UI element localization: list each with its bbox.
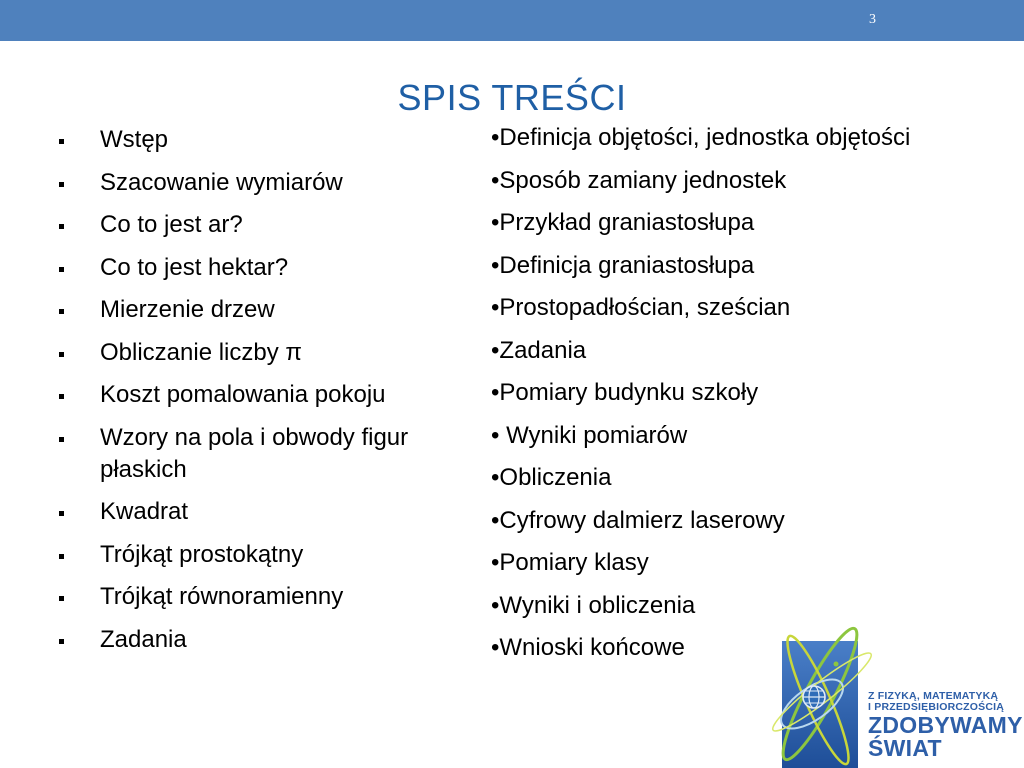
list-item-label: Mierzenie drzew <box>100 296 275 323</box>
list-item: •Obliczenia <box>491 464 612 491</box>
list-item-label: Koszt pomalowania pokoju <box>100 381 386 408</box>
slide-number: 3 <box>869 12 876 27</box>
header-bar <box>0 0 1024 41</box>
list-item-label: Co to jest ar? <box>100 211 243 238</box>
list-item <box>56 294 476 326</box>
list-item: •Pomiary budynku szkoły <box>491 379 759 406</box>
bullet-icon <box>59 267 64 272</box>
list-item: •Pomiary klasy <box>491 549 649 576</box>
bullet-icon <box>59 139 64 144</box>
bullet-icon <box>59 554 64 559</box>
list-item: • Wyniki pomiarów <box>491 421 688 449</box>
list-item: •Przykład graniastosłupa <box>491 209 755 236</box>
list-item: •Wyniki i obliczenia <box>491 591 696 619</box>
slide-title: SPIS TREŚCI <box>397 77 627 118</box>
list-item: •Cyfrowy dalmierz laserowy <box>491 506 785 534</box>
list-item-label: Kwadrat <box>100 498 189 525</box>
list-item: •Zadania <box>491 336 587 364</box>
list-item-label: Wstęp <box>100 126 169 153</box>
bullet-icon <box>59 437 64 442</box>
list-item <box>56 422 476 486</box>
bullet-icon <box>59 309 64 314</box>
list-item: •Definicja graniastosłupa <box>491 251 755 279</box>
globe-icon <box>803 686 825 708</box>
bullet-icon <box>59 352 64 357</box>
list-item <box>56 252 476 284</box>
list-item <box>56 209 476 241</box>
list-item <box>56 496 476 528</box>
bullet-icon <box>59 596 64 601</box>
bullet-icon <box>59 511 64 516</box>
list-item: •Prostopadłościan, sześcian <box>491 294 791 321</box>
list-item-label: Szacowanie wymiarów <box>100 168 343 196</box>
list-item-label: Zadania <box>100 625 187 653</box>
list-item <box>56 624 476 656</box>
list-item <box>56 539 476 571</box>
bullet-icon <box>59 224 64 229</box>
list-item <box>56 581 476 613</box>
list-item: •Wnioski końcowe <box>491 634 685 661</box>
toc-left-list <box>56 124 476 666</box>
list-item <box>56 167 476 199</box>
logo-tagline-line-1: Z FIZYKĄ, MATEMATYKĄ <box>868 690 999 702</box>
list-item: •Definicja objętości, jednostka objętości <box>491 124 911 151</box>
list-item: •Sposób zamiany jednostek <box>491 166 787 194</box>
list-item-label: Trójkąt równoramienny <box>100 583 344 610</box>
logo-title-line-2: ŚWIAT <box>868 735 942 761</box>
logo-tagline-line-2: I PRZEDSIĘBIORCZOŚCIĄ <box>868 701 1005 713</box>
list-item-label: Wzory na pola i obwody figur płaskich <box>100 423 409 483</box>
list-item <box>56 124 476 156</box>
bullet-icon <box>59 182 64 187</box>
logo-title-line-1: ZDOBYWAMY <box>868 712 1023 738</box>
list-item-label: Obliczanie liczby π <box>100 338 302 366</box>
list-item-label: Trójkąt prostokątny <box>100 540 304 568</box>
list-item <box>56 379 476 411</box>
logo-dot <box>834 662 839 667</box>
list-item-label: Co to jest hektar? <box>100 253 289 281</box>
toc-right-list <box>491 122 1011 675</box>
bullet-icon <box>59 394 64 399</box>
list-item <box>56 337 476 369</box>
bullet-icon <box>59 639 64 644</box>
